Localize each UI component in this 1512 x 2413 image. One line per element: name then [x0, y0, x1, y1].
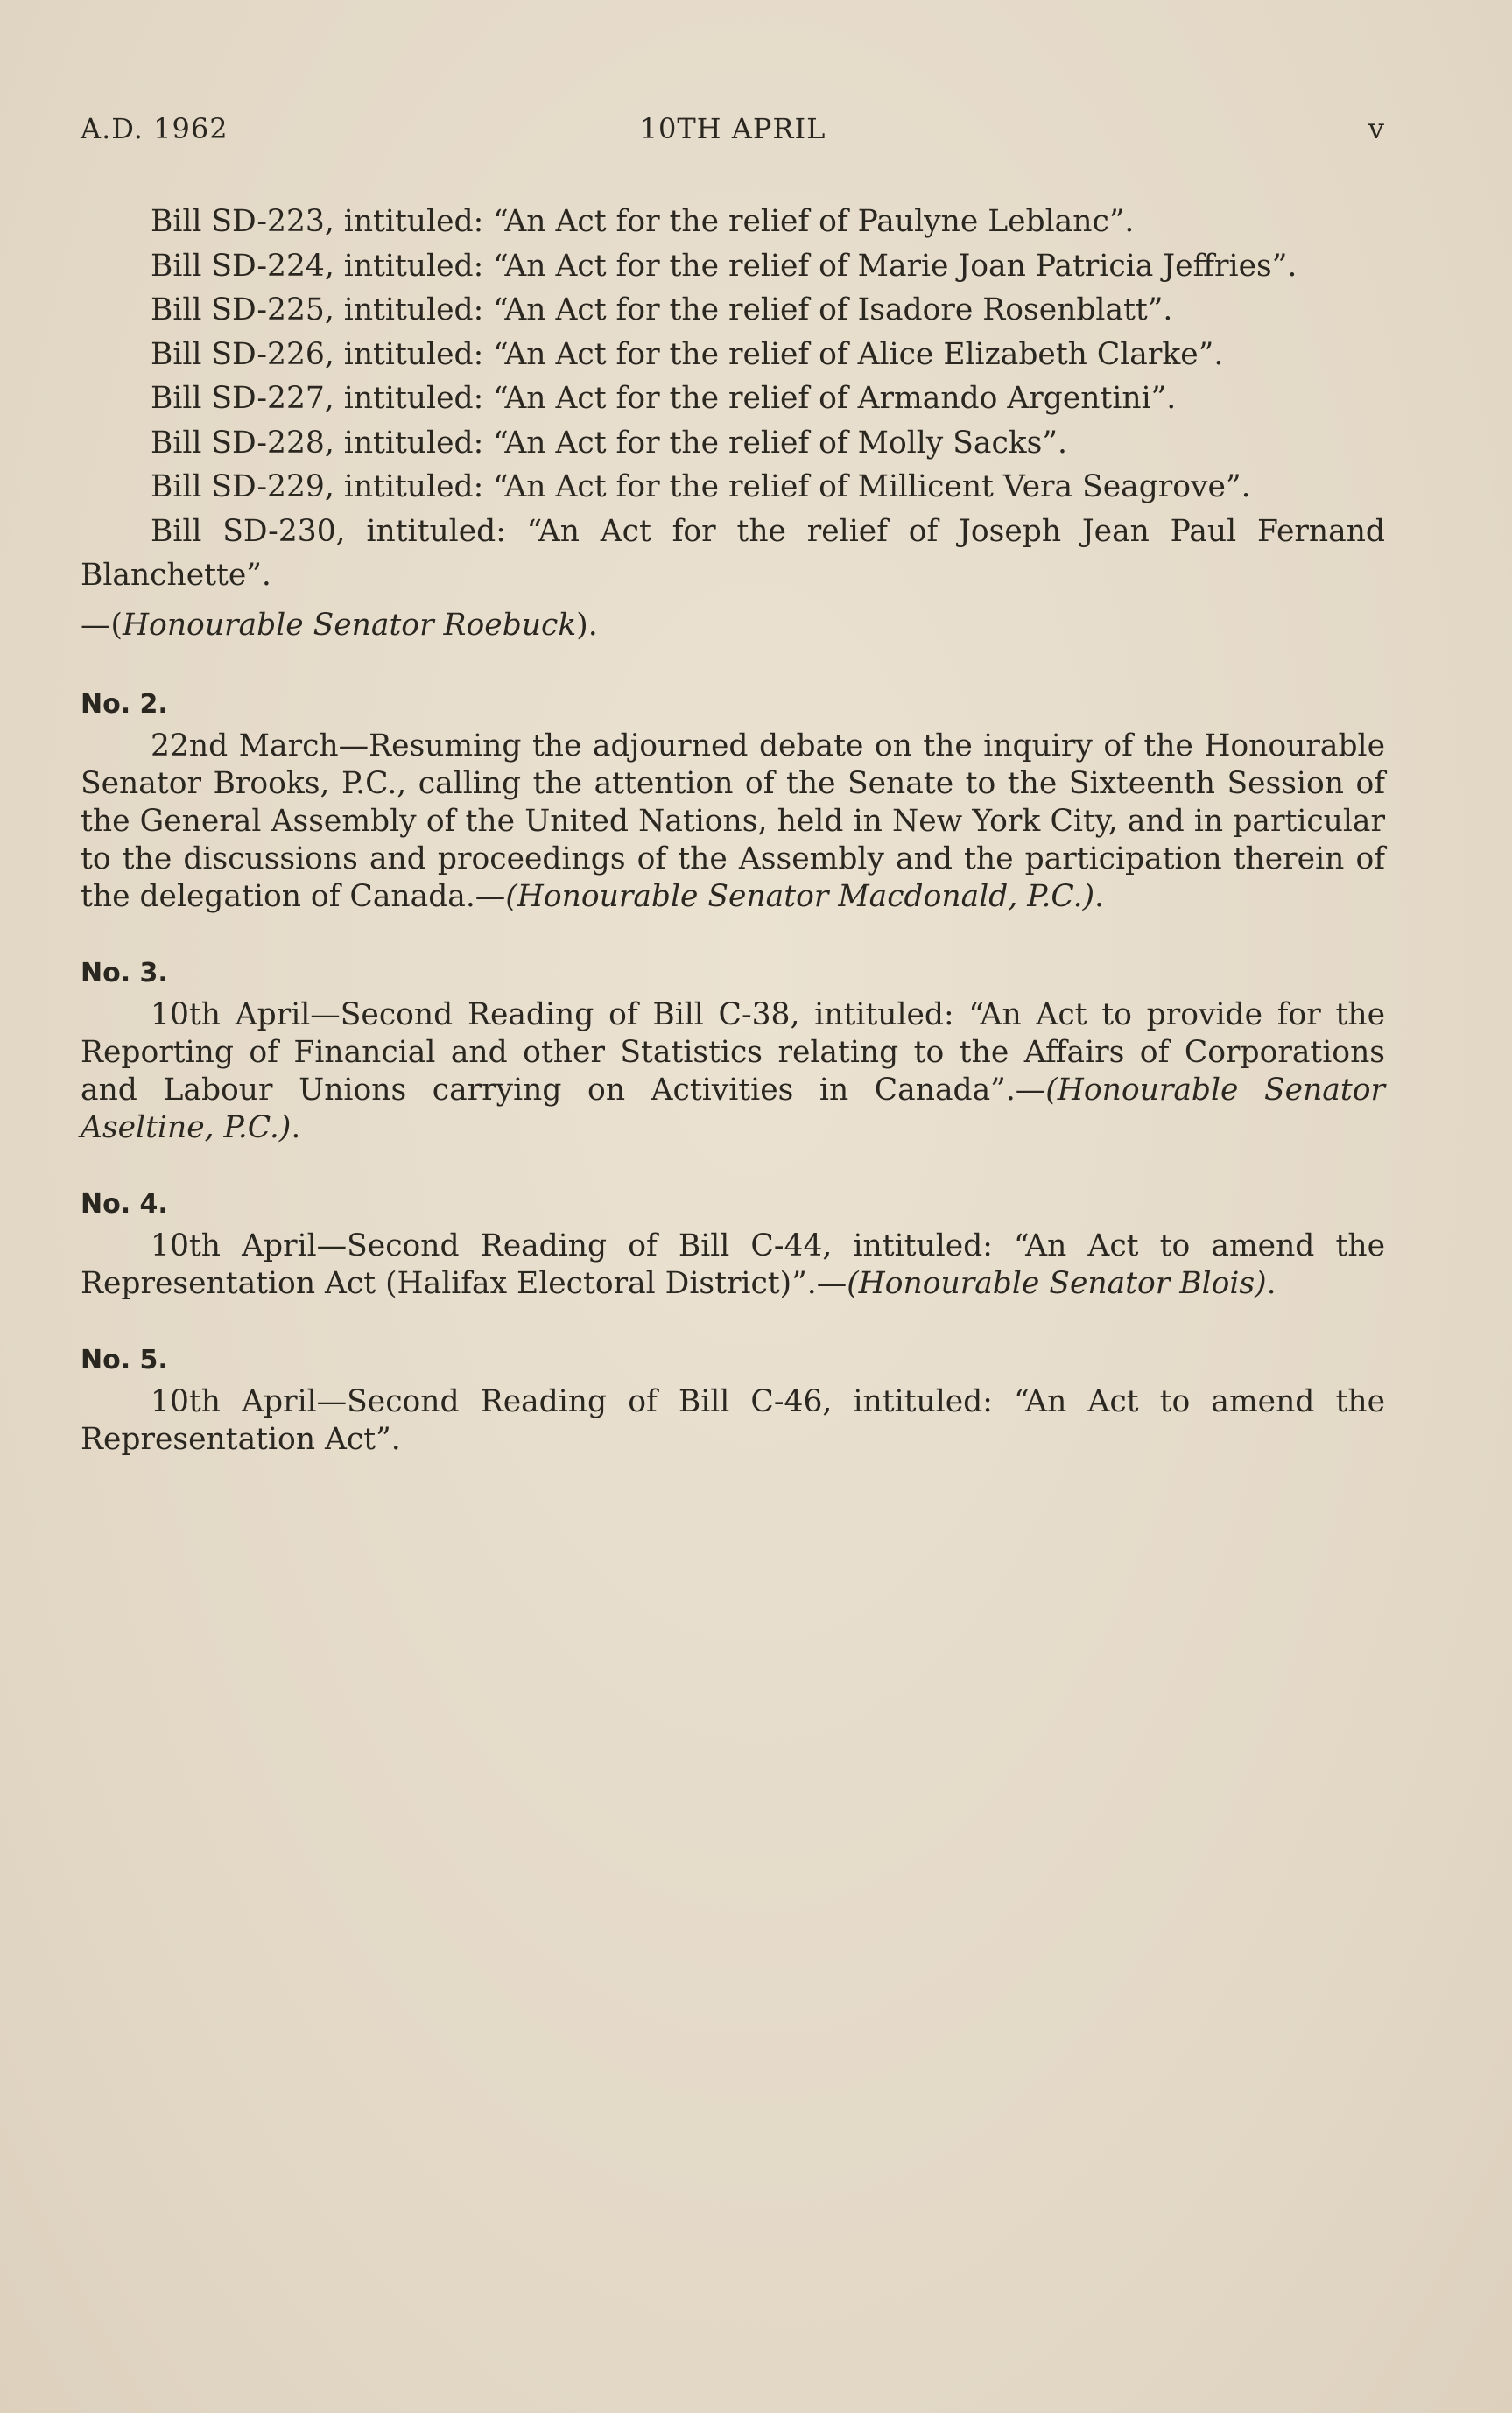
bill-entry — [81, 288, 1385, 333]
order-item — [81, 1185, 1385, 1303]
bill-number: Bill SD-230, intituled: — [151, 513, 506, 549]
bill-title: “An Act for the relief of Joseph Jean Paul Fernand Blanchette”. — [81, 513, 1385, 593]
bill-number: Bill SD-228, intituled: — [151, 425, 484, 461]
bill-title: “An Act for the relief of Armando Argentini”. — [493, 381, 1177, 416]
item-number: No. 5. — [81, 1345, 168, 1375]
bill-number: Bill SD-224, intituled: — [151, 248, 484, 284]
bill-entry — [81, 376, 1385, 421]
item-text: 10th April—Second Reading of Bill C-46, intituled: “An Act to amend the Representation Act”. — [81, 1384, 1385, 1457]
bill-title: “An Act for the relief of Paulyne Leblanc”. — [493, 204, 1135, 239]
order-item — [81, 954, 1385, 1147]
item-number: No. 3. — [81, 958, 168, 988]
item-number: No. 2. — [81, 689, 168, 720]
bill-entry — [81, 465, 1385, 510]
bill-entry — [81, 421, 1385, 466]
header-date: 10TH APRIL — [639, 112, 826, 145]
item-text: 22nd March—Resuming the adjourned debate on the inquiry of the Honourable Senator Brooks, P.C., calling the attention of the Senate to the Sixteenth Session of the General Assembly of the United Nations, held in New York City, and in particular to the discussions and proceedings of the Assembly and the participation therein of the delegation of Canada.—(Honourable Senator Macdonald, P.C.). — [81, 728, 1385, 914]
item-text: 10th April—Second Reading of Bill C-44, intituled: “An Act to amend the Representation Act (Halifax Electoral District)”.—(Honourable Senator Blois). — [81, 1228, 1385, 1301]
sponsor-name: (Honourable Senator Aseltine, P.C.) — [81, 1073, 1385, 1145]
sponsor-name: (Honourable Senator Macdonald, P.C.) — [505, 879, 1095, 914]
order-item — [81, 686, 1385, 916]
sponsor-name: (Honourable Senator Blois) — [847, 1266, 1267, 1301]
header-page-number: v — [1368, 112, 1385, 145]
document-body — [81, 200, 1385, 1459]
bill-title: “An Act for the relief of Molly Sacks”. — [493, 425, 1067, 461]
bill-list — [81, 200, 1385, 647]
item-text: 10th April—Second Reading of Bill C-38, intituled: “An Act to provide for the Reporting of Financial and other Statistics relating to the Affairs of Corporations and Labour Unions carrying on Activities in Canada”.—(Honourable Senator Aseltine, P.C.). — [81, 997, 1385, 1145]
bill-number: Bill SD-225, intituled: — [151, 292, 484, 327]
order-item — [81, 1341, 1385, 1459]
bill-title: “An Act for the relief of Millicent Vera Seagrove”. — [493, 469, 1251, 504]
bill-number: Bill SD-229, intituled: — [151, 469, 484, 504]
sponsor-name: Honourable Senator Roebuck — [122, 607, 577, 643]
bill-entry — [81, 200, 1385, 244]
bill-entry — [81, 333, 1385, 377]
running-header — [81, 112, 1385, 156]
bill-title: “An Act for the relief of Alice Elizabeth Clarke”. — [493, 336, 1224, 372]
bill-number: Bill SD-223, intituled: — [151, 204, 484, 239]
item-number: No. 4. — [81, 1189, 168, 1220]
header-year: A.D. 1962 — [81, 112, 229, 145]
bill-number: Bill SD-226, intituled: — [151, 336, 484, 372]
bill-title: “An Act for the relief of Marie Joan Patricia Jeffries”. — [493, 248, 1298, 284]
bill-title: “An Act for the relief of Isadore Rosenblatt”. — [493, 292, 1173, 327]
bills-attribution: —(Honourable Senator Roebuck). — [81, 607, 598, 643]
bill-entry — [81, 244, 1385, 289]
bill-number: Bill SD-227, intituled: — [151, 381, 484, 416]
bill-entry — [81, 510, 1385, 598]
